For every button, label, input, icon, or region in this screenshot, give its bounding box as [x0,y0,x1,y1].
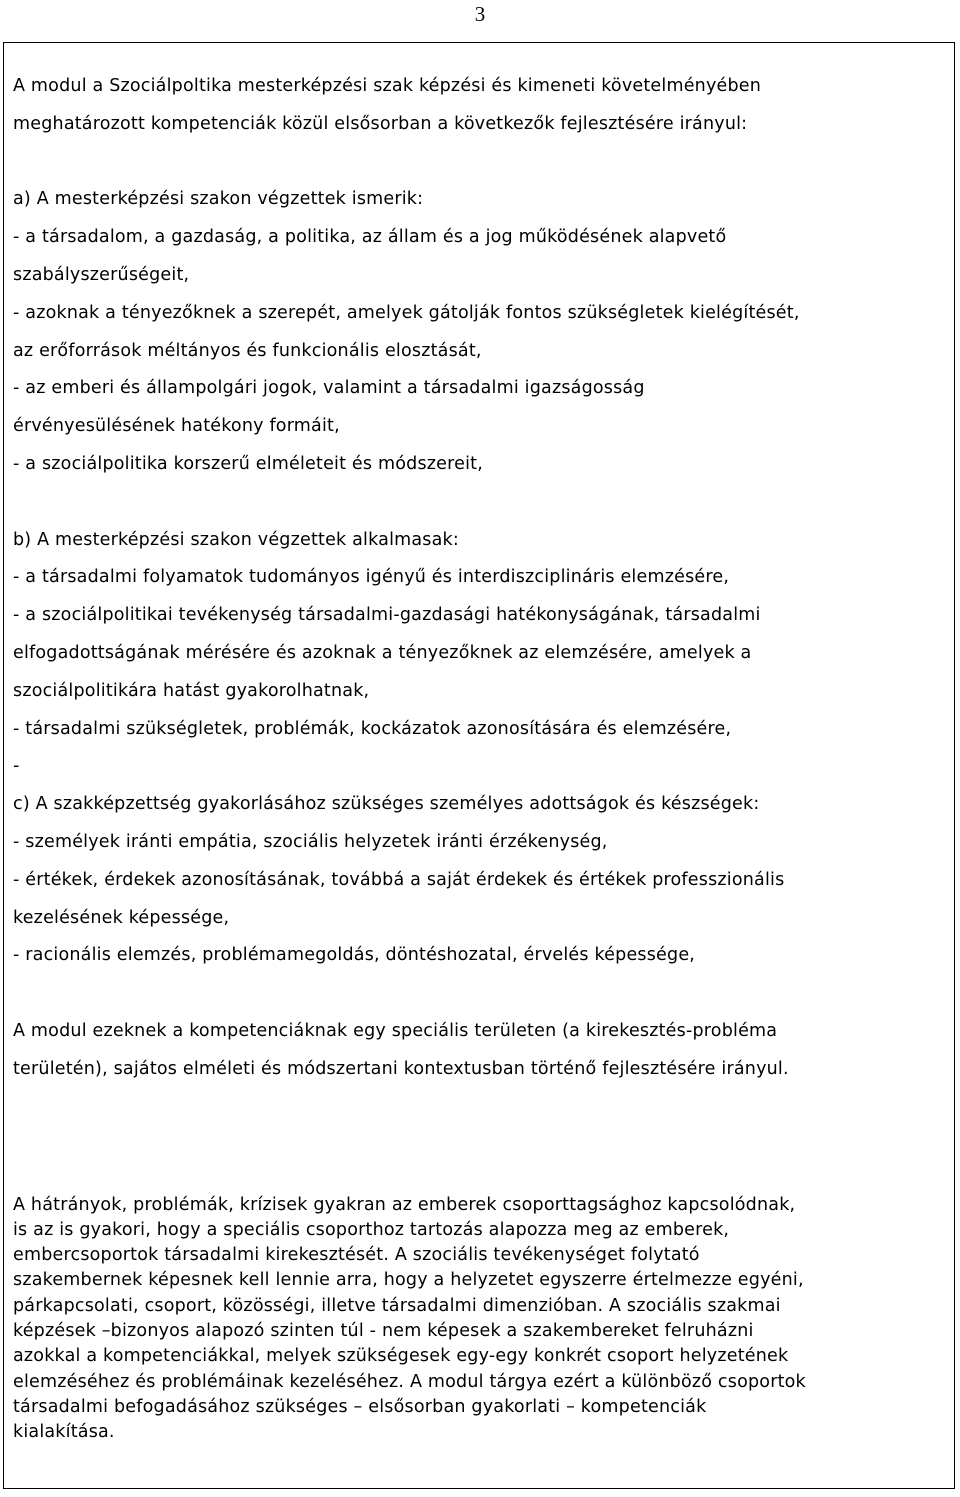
intro-line: meghatározott kompetenciák közül elsősorban a következők fejlesztésére irányul: [13,113,748,134]
section-b-line: - a társadalmi folyamatok tudományos igényű és interdiszciplináris elemzésére, [13,567,730,588]
section-a-line: érvényesülésének hatékony formáit, [13,416,340,437]
competency-list [13,68,944,1089]
paragraph-line: A hátrányok, problémák, krízisek gyakran az emberek csoporttagsághoz kapcsolódnak, [13,1194,796,1215]
section-b-heading: b) A mesterképzési szakon végzettek alkalmasak: [13,529,459,550]
section-a-line: - azoknak a tényezőknek a szerepét, amelyek gátolják fontos szükségletek kielégítését, [13,302,800,323]
paragraph-line: párkapcsolati, csoport, közösségi, illetve társadalmi dimenzióban. A szociális szakmai [13,1295,781,1316]
section-a-line: szabályszerűségeit, [13,264,190,285]
paragraph-line: társadalmi befogadásához szükséges – elsősorban gyakorlati – kompetenciák [13,1396,707,1417]
summary-line: A modul ezeknek a kompetenciáknak egy speciális területen (a kirekesztés-probléma [13,1020,778,1041]
paragraph-line: is az is gyakori, hogy a speciális csoporthoz tartozás alapozza meg az emberek, [13,1219,730,1240]
intro-line: A modul a Szociálpoltika mesterképzési szak képzési és kimeneti követelményében [13,76,762,96]
section-a-line: - a társadalom, a gazdaság, a politika, az állam és a jog működésének alapvető [13,227,727,248]
section-b-line: elfogadottságának mérésére és azoknak a tényezőknek az elemzésére, amelyek a [13,642,752,663]
section-c-heading: c) A szakképzettség gyakorlásához szükséges személyes adottságok és készségek: [13,794,760,815]
page-number: 3 [474,2,486,26]
section-c-line: - racionális elemzés, problémamegoldás, döntéshozatal, érvelés képessége, [13,945,696,966]
section-a-heading: a) A mesterképzési szakon végzettek ismerik: [13,189,424,210]
document-body [13,68,944,1445]
section-b-line: - [13,756,20,777]
paragraph-line: képzések –bizonyos alapozó szinten túl - nem képesek a szakembereket felruházni [13,1321,754,1341]
paragraph-line: embercsoportok társadalmi kirekesztését. A szociális tevékenységet folytató [13,1245,700,1266]
section-b-line: - társadalmi szükségletek, problémák, kockázatok azonosítására és elemzésére, [13,718,732,739]
section-c-line: - személyek iránti empátia, szociális helyzetek iránti érzékenység, [13,831,608,852]
paragraph-line: szakembernek képesnek kell lennie arra, hogy a helyzetet egyszerre értelmezze egyéni, [13,1270,804,1291]
closing-paragraph [13,1193,944,1446]
paragraph-line: kialakítása. [13,1422,115,1443]
section-c-line: kezelésének képessége, [13,907,230,928]
section-c-line: - értékek, érdekek azonosításának, továbbá a saját érdekek és értékek professzionális [13,869,785,890]
section-a-line: - az emberi és állampolgári jogok, valamint a társadalmi igazságosság [13,378,645,399]
paragraph-line: azokkal a kompetenciákkal, melyek szükségesek egy-egy konkrét csoport helyzetének [13,1346,789,1367]
section-b-line: - a szociálpolitikai tevékenység társadalmi-gazdasági hatékonyságának, társadalmi [13,605,761,626]
paragraph-line: elemzéséhez és problémáinak kezeléséhez. A modul tárgya ezért a különböző csoportok [13,1371,806,1392]
section-a-line: - a szociálpolitika korszerű elméleteit és módszereit, [13,453,483,474]
section-b-line: szociálpolitikára hatást gyakorolhatnak, [13,680,370,701]
summary-line: területén), sajátos elméleti és módszertani kontextusban történő fejlesztésére irányul. [13,1058,789,1079]
section-a-line: az erőforrások méltányos és funkcionális elosztását, [13,340,482,361]
